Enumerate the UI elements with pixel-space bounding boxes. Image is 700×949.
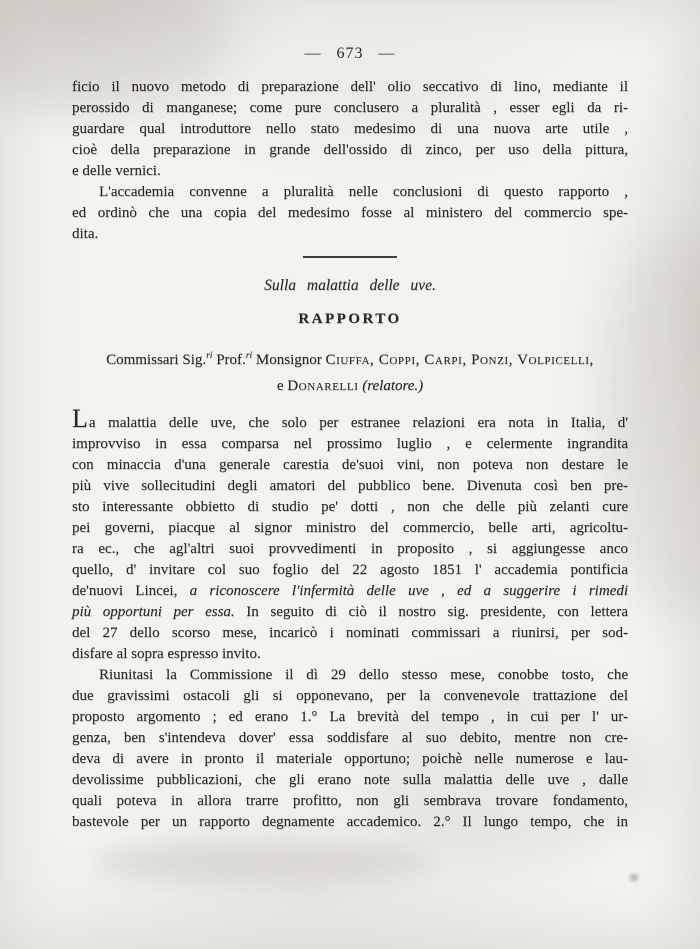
text-segment: Commissari Sig. — [106, 352, 207, 368]
text-segment: (relatore.) — [362, 378, 424, 394]
text-segment: più opportuni per essa. — [72, 604, 235, 620]
text-line — [72, 98, 628, 119]
text-segment: improvviso in essa comparsa nel prossimo luglio , e celermente ingrandita — [72, 436, 628, 452]
text-segment: Monsignor — [252, 352, 326, 368]
text-line — [72, 203, 628, 224]
text-segment: dita. — [72, 226, 99, 242]
text-line — [72, 812, 628, 833]
section-divider — [303, 256, 397, 258]
text-line — [72, 161, 628, 182]
text-segment: L — [72, 404, 89, 433]
text-line — [72, 182, 628, 203]
text-segment: ed ordinò che una copia del medesimo fosse al ministero del commercio spe- — [72, 205, 628, 221]
section-title: Sulla malattia delle uve. — [264, 277, 436, 294]
text-segment: deva di avere in pronto il materiale opportuno; poichè nelle numerose e lau- — [72, 751, 628, 767]
text-segment: In seguito di ciò il nostro sig. presidente, con lettera — [234, 604, 628, 620]
text-line — [72, 686, 628, 707]
text-line — [72, 476, 628, 497]
text-segment: perossido di manganese; come pure conclusero a pluralità , esser egli da ri- — [72, 100, 628, 116]
text-segment: de'nuovi Lincei, — [72, 583, 190, 599]
text-segment: L'accademia convenne a pluralità nelle conclusioni di questo rapporto , — [99, 184, 628, 200]
text-line — [72, 518, 628, 539]
ink-speck — [630, 874, 638, 881]
bleed-through-smudge — [95, 842, 435, 882]
text-line — [72, 434, 628, 455]
text-segment: quello, d' invitare col suo foglio del 22 agosto 1851 l' accademia pontificia — [72, 562, 628, 578]
text-line — [72, 343, 628, 373]
text-line — [72, 707, 628, 728]
text-line — [72, 373, 628, 399]
text-line — [72, 749, 628, 770]
text-segment: ri — [206, 351, 213, 361]
text-segment: cioè della preparazione in grande dell'ossido di zinco, per uso della pittura, — [72, 142, 628, 158]
text-segment: con minaccia d'una generale carestia de'suoi vini, non poteva non destare le — [72, 457, 628, 473]
text-segment: pei governi, piacque al signor ministro del commercio, belle arti, agricoltu- — [72, 520, 628, 536]
page-content — [72, 44, 628, 833]
paragraph-accademia-conclusioni — [72, 182, 628, 245]
text-segment: due gravissimi ostacoli gli si opponevano, per la convenevole trattazione del — [72, 688, 628, 704]
text-line — [72, 224, 628, 245]
text-segment: a malattia delle uve, che solo per estranee relazioni era nota in Italia, d' — [88, 415, 628, 431]
text-line — [72, 119, 628, 140]
text-segment: a riconoscere l'infermità delle uve , ed a suggerire i rimedi — [189, 583, 628, 599]
text-segment: del 27 dello scorso mese, incaricò i nominati commissari a riunirsi, per sod- — [72, 625, 628, 641]
text-segment: Prof. — [212, 352, 246, 368]
text-line — [72, 140, 628, 161]
text-segment: Donarelli — [287, 378, 359, 394]
text-segment: quali poteva in allora trarre profitto, non gli sembrava trovare fondamento, — [72, 793, 628, 809]
paragraph-malattia-body-2 — [72, 665, 628, 833]
page-number: — 673 — — [304, 45, 396, 62]
text-line — [72, 404, 628, 434]
text-segment: ri — [245, 351, 253, 361]
text-line — [72, 623, 628, 644]
text-segment: sto interessante obbietto di studio pe' dotti , non che delle più zelanti cure — [72, 499, 628, 515]
text-line — [72, 581, 628, 602]
text-segment: proposto argomento ; ed erano 1.° La brevità del tempo , in cui per l' ur- — [72, 709, 628, 725]
text-segment: Ciuffa, Coppi, Carpi, Ponzi, Volpicelli, — [325, 352, 594, 368]
text-segment: ficio il nuovo metodo di preparazione dell' olio seccativo di lino, mediante il — [72, 79, 628, 95]
text-line — [72, 644, 628, 665]
text-line — [72, 455, 628, 476]
text-line — [72, 560, 628, 581]
text-segment: bastevole per un rapporto degnamente accademico. 2.° Il lungo tempo, che in — [72, 814, 628, 830]
text-segment: genza, ben s'intendeva dover' essa soddisfare al suo debito, mentre non cre- — [72, 730, 628, 746]
text-segment: e — [276, 378, 288, 394]
commissioners-byline — [72, 343, 628, 399]
text-segment: ra ec., che agl'altri suoi provvedimenti in proposito , si aggiungesse anco — [72, 541, 628, 557]
text-segment: e delle vernici. — [72, 163, 161, 179]
text-line — [72, 665, 628, 686]
report-heading: RAPPORTO — [298, 311, 402, 327]
text-segment: devolissime pubblicazioni, che gli erano note sulla malattia delle uve , dalle — [72, 772, 628, 788]
document-blocks — [72, 77, 628, 833]
text-line — [72, 770, 628, 791]
text-line — [72, 539, 628, 560]
text-segment: più vive sollecitudini degli amatori del pubblico bene. Divenuta così ben pre- — [72, 478, 628, 494]
text-line — [72, 791, 628, 812]
paragraph-olio-seccativo — [72, 77, 628, 182]
text-line — [72, 728, 628, 749]
text-segment: Riunitasi la Commissione il dì 29 dello stesso mese, conobbe tosto, che — [99, 667, 628, 683]
paragraph-malattia-body-1 — [72, 404, 628, 665]
text-segment: disfare al sopra espresso invito. — [72, 646, 261, 662]
text-line — [72, 77, 628, 98]
text-line — [72, 602, 628, 623]
text-segment: guardare qual introduttore nello stato medesimo di una nuova arte utile , — [72, 121, 628, 137]
text-line — [72, 497, 628, 518]
